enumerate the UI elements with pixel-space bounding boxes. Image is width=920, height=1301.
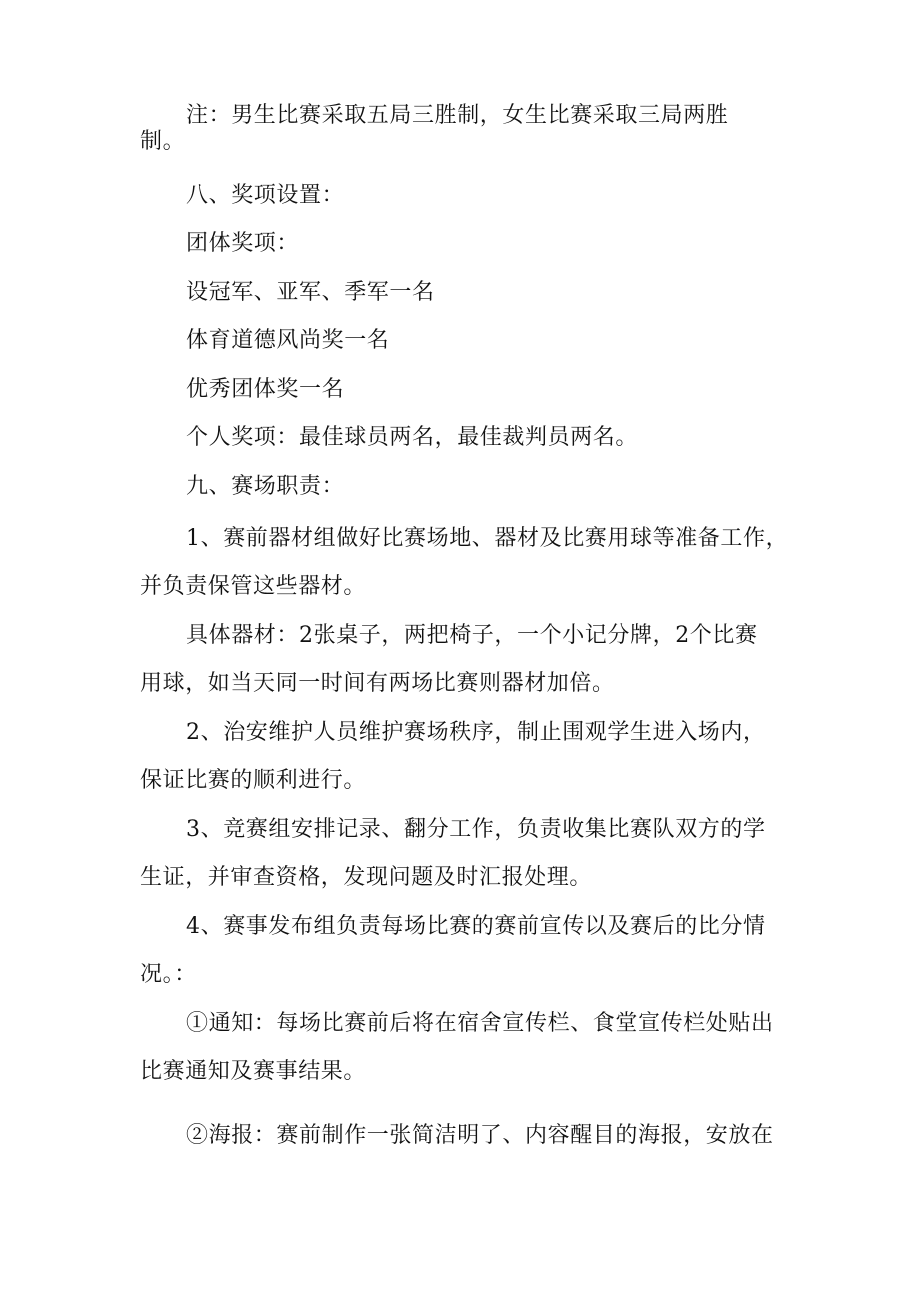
text-line: 3、竞赛组安排记录、翻分工作，负责收集比赛队双方的学: [186, 817, 766, 842]
paragraph-duty-3: [140, 806, 800, 902]
text-line: 体育道德风尚奖一名: [186, 328, 390, 353]
paragraph-duty-1: [140, 515, 800, 611]
text-line: 况。：: [140, 962, 197, 987]
text-line: 注：男生比赛采取五局三胜制，女生比赛采取三局两胜: [186, 103, 729, 128]
text-line: 并负责保管这些器材。: [140, 574, 367, 599]
text-line: 优秀团体奖一名: [186, 377, 345, 402]
paragraph-duty-2: [140, 709, 800, 805]
paragraph-excellent-team-award: [140, 375, 800, 405]
text-line: 九、赛场职责：: [186, 474, 345, 499]
text-line: ①通知：每场比赛前后将在宿舍宣传栏、食堂宣传栏处贴出: [186, 1011, 774, 1036]
heading-venue-duties: [140, 472, 800, 502]
text-line: 比赛通知及赛事结果。: [140, 1059, 367, 1084]
text-line: 八、奖项设置：: [186, 183, 345, 208]
text-line: 团体奖项：: [186, 231, 300, 256]
text-line: 4、赛事发布组负责每场比赛的赛前宣传以及赛后的比分情: [186, 914, 766, 939]
paragraph-poster: [140, 1112, 800, 1160]
text-line: 生证，并审查资格，发现问题及时汇报处理。: [140, 865, 593, 890]
text-line: 具体器材：2张桌子，两把椅子，一个小记分牌，2个比赛: [186, 623, 758, 648]
paragraph-notice: [140, 1000, 800, 1096]
text-line: ②海报：赛前制作一张简洁明了、内容醒目的海报，安放在: [186, 1123, 774, 1148]
text-line: 保证比赛的顺利进行。: [140, 768, 367, 793]
text-line: 1、赛前器材组做好比赛场地、器材及比赛用球等准备工作，: [186, 526, 789, 551]
text-line: 制。: [140, 129, 186, 154]
paragraph-equipment: [140, 612, 800, 708]
paragraph-note: [140, 103, 800, 155]
paragraph-individual-awards: [140, 423, 800, 453]
text-line: 用球，如当天同一时间有两场比赛则器材加倍。: [140, 671, 615, 696]
paragraph-champions: [140, 278, 800, 308]
paragraph-team-awards: [140, 229, 800, 259]
paragraph-sportsmanship-award: [140, 326, 800, 356]
heading-awards: [140, 181, 800, 211]
paragraph-duty-4: [140, 903, 800, 999]
text-line: 个人奖项：最佳球员两名，最佳裁判员两名。: [186, 425, 639, 450]
text-line: 设冠军、亚军、季军一名: [186, 280, 435, 305]
text-line: 2、治安维护人员维护赛场秩序，制止围观学生进入场内，: [186, 720, 766, 745]
